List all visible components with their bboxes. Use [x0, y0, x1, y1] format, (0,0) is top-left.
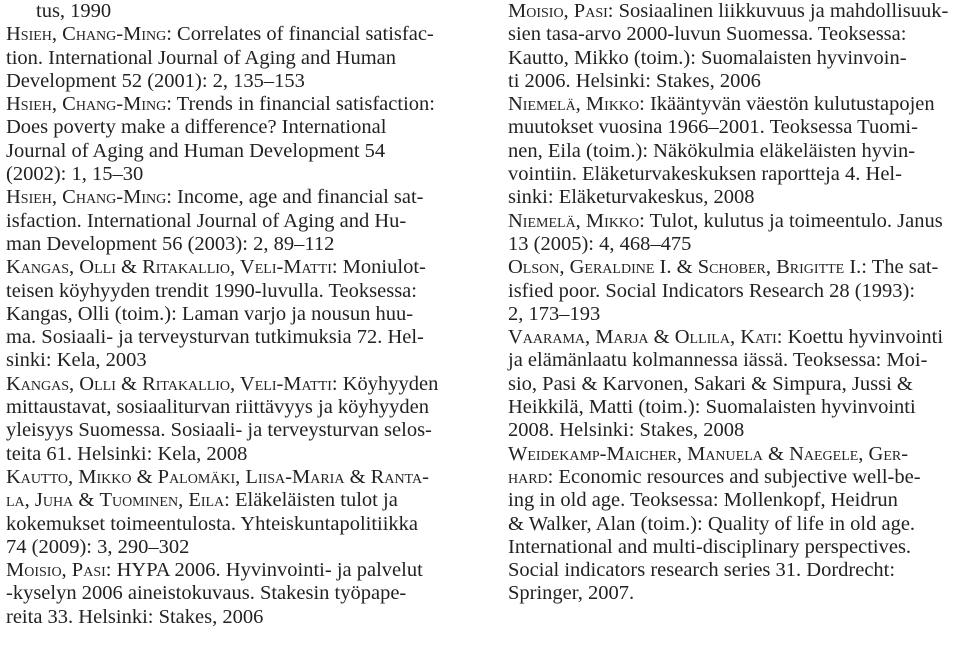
reference-line: Journal of Aging and Human Development 54 [6, 139, 386, 162]
reference-line: & Walker, Alan (toim.): Quality of life in old age. [508, 512, 916, 535]
reference-line: Weidekamp-Maicher, Manuela & Naegele, Ger- [508, 442, 909, 465]
reference-line: 2, 173–193 [508, 302, 601, 325]
reference-entry [6, 256, 458, 372]
reference-entry [6, 466, 458, 559]
author-name: Weidekamp-Maicher, Manuela [508, 442, 763, 465]
reference-line: sien tasa-arvo 2000-luvun Suomessa. Teoksessa: [508, 23, 907, 46]
reference-line: Does poverty make a difference? International [6, 116, 387, 139]
reference-line: sinki: Kela, 2003 [6, 349, 147, 372]
reference-line: ma. Sosiaali- ja terveysturvan tutkimuksia 72. Hel- [6, 326, 424, 349]
reference-entry [6, 186, 458, 256]
reference-entry [6, 93, 458, 186]
reference-entry [508, 256, 954, 326]
reference-entry [508, 210, 954, 257]
reference-line: International and multi-disciplinary perspectives. [508, 535, 912, 558]
author-name: Ritakallio, Veli-Matti [142, 372, 332, 395]
author-name: Palomäki, Liisa-Maria [157, 465, 345, 488]
author-name: Vaarama, Marja [508, 326, 649, 349]
reference-line: yleisyys Suomessa. Sosiaali- ja terveysturvan selos- [6, 419, 432, 442]
reference-line: Heikkilä, Matti (toim.): Suomalaisten hyvinvointi [508, 396, 916, 419]
author-name: Moisio, Pasi [508, 0, 608, 22]
reference-line: ing in old age. Teoksessa: Mollenkopf, Heidrun [508, 489, 898, 512]
reference-line: Kangas, Olli & Ritakallio, Veli-Matti: Moniulot- [6, 256, 426, 279]
reference-line: nen, Eila (toim.): Näkökulmia eläkeläisten hyvin- [508, 139, 916, 162]
author-name: Tuominen, Eila [99, 489, 225, 512]
reference-entry [508, 93, 954, 209]
reference-line: tion. International Journal of Aging and Human [6, 46, 396, 69]
reference-line: kokemukset toimeentulosta. Yhteiskuntapolitiikka [6, 512, 419, 535]
author-name: Moisio, Pasi [6, 559, 106, 582]
reference-line: vointiin. Eläketurvakeskuksen raportteja 4. Hel- [508, 163, 902, 186]
reference-line: sio, Pasi & Karvonen, Sakari & Simpura, Jussi & [508, 372, 913, 395]
reference-line: -kyselyn 2006 aineistokuvaus. Stakesin työpape- [6, 582, 407, 605]
author-name: Ranta- [370, 465, 429, 488]
reference-column-left [6, 0, 458, 629]
reference-line: Olson, Geraldine I. & Schober, Brigitte I.: The sat- [508, 256, 939, 279]
author-name: la, Juha [6, 489, 74, 512]
author-name: Kangas, Olli [6, 256, 116, 279]
reference-line: Kangas, Olli (toim.): Laman varjo ja nousun huu- [6, 302, 414, 325]
author-name: Ritakallio, Veli-Matti [142, 256, 332, 279]
reference-entry [508, 0, 954, 93]
reference-line: Hsieh, Chang-Ming: Trends in financial satisfaction: [6, 93, 435, 116]
author-name: Naegele, Ger- [789, 442, 909, 465]
reference-line: Moisio, Pasi: Sosiaalinen liikkuvuus ja mahdollisuuk- [508, 0, 949, 22]
author-name: Olson, Geraldine [508, 256, 655, 279]
reference-entry [6, 23, 458, 93]
reference-line: teisen köyhyyden trendit 1990-luvulla. Teoksessa: [6, 279, 417, 302]
author-name: Hsieh, Chang-Ming [6, 186, 167, 209]
reference-line: muutokset vuosina 1966–2001. Teoksessa Tuomi- [508, 116, 918, 139]
reference-line: Hsieh, Chang-Ming: Correlates of financial satisfac- [6, 23, 434, 46]
reference-line: 74 (2009): 3, 290–302 [6, 535, 190, 558]
reference-entry [6, 0, 458, 23]
reference-line: (2002): 1, 15–30 [6, 163, 144, 186]
author-name: Hsieh, Chang-Ming [6, 93, 167, 116]
reference-line: ti 2006. Helsinki: Stakes, 2006 [508, 69, 761, 92]
reference-line: Moisio, Pasi: HYPA 2006. Hyvinvointi- ja palvelut [6, 559, 423, 582]
reference-line: Social indicators research series 31. Dordrecht: [508, 559, 896, 582]
author-name: Hsieh, Chang-Ming [6, 23, 167, 46]
reference-line: Vaarama, Marja & Ollila, Kati: Koettu hyvinvointi [508, 326, 944, 349]
reference-line: 2008. Helsinki: Stakes, 2008 [508, 419, 745, 442]
reference-entry [6, 373, 458, 466]
reference-line: Development 52 (2001): 2, 135–153 [6, 69, 305, 92]
reference-entry [6, 559, 458, 629]
author-name: Schober, Brigitte [697, 256, 845, 279]
reference-line: Kautto, Mikko & Palomäki, Liisa-Maria & Ranta- [6, 465, 429, 488]
author-name: Niemelä, Mikko [508, 93, 640, 116]
author-name: Ollila, Kati [674, 326, 777, 349]
reference-line: sinki: Eläketurvakeskus, 2008 [508, 186, 755, 209]
author-name: Kautto, Mikko [6, 465, 132, 488]
reference-line: man Development 56 (2003): 2, 89–112 [6, 232, 335, 255]
reference-line: ja elämänlaatu kolmannessa iässä. Teoksessa: Moi- [508, 349, 928, 372]
reference-line: Hsieh, Chang-Ming: Income, age and financial sat- [6, 186, 424, 209]
reference-line: reita 33. Helsinki: Stakes, 2006 [6, 605, 264, 628]
reference-entry [508, 326, 954, 442]
reference-line: Niemelä, Mikko: Ikääntyvän väestön kulutustapojen [508, 93, 935, 116]
author-name: Niemelä, Mikko [508, 209, 640, 232]
author-name: hard [508, 465, 548, 488]
reference-line: la, Juha & Tuominen, Eila: Eläkeläisten tulot ja [6, 489, 398, 512]
reference-line: Springer, 2007. [508, 582, 635, 605]
reference-line: hard: Economic resources and subjective well-be- [508, 465, 921, 488]
reference-line: teita 61. Helsinki: Kela, 2008 [6, 442, 248, 465]
reference-line: isfied poor. Social Indicators Research 28 (1993): [508, 279, 916, 302]
reference-line: Kangas, Olli & Ritakallio, Veli-Matti: Köyhyyden [6, 372, 439, 395]
reference-line: mittaustavat, sosiaaliturvan riittävyys ja köyhyyden [6, 396, 430, 419]
reference-entry [508, 443, 954, 606]
reference-line: isfaction. International Journal of Aging and Hu- [6, 209, 407, 232]
reference-line: Niemelä, Mikko: Tulot, kulutus ja toimeentulo. Janus [508, 209, 943, 232]
author-name: Kangas, Olli [6, 372, 116, 395]
reference-line: 13 (2005): 4, 468–475 [508, 232, 692, 255]
reference-column-right [508, 0, 954, 606]
reference-line: tus, 1990 [36, 0, 112, 22]
reference-line: Kautto, Mikko (toim.): Suomalaisten hyvinvoin- [508, 46, 907, 69]
